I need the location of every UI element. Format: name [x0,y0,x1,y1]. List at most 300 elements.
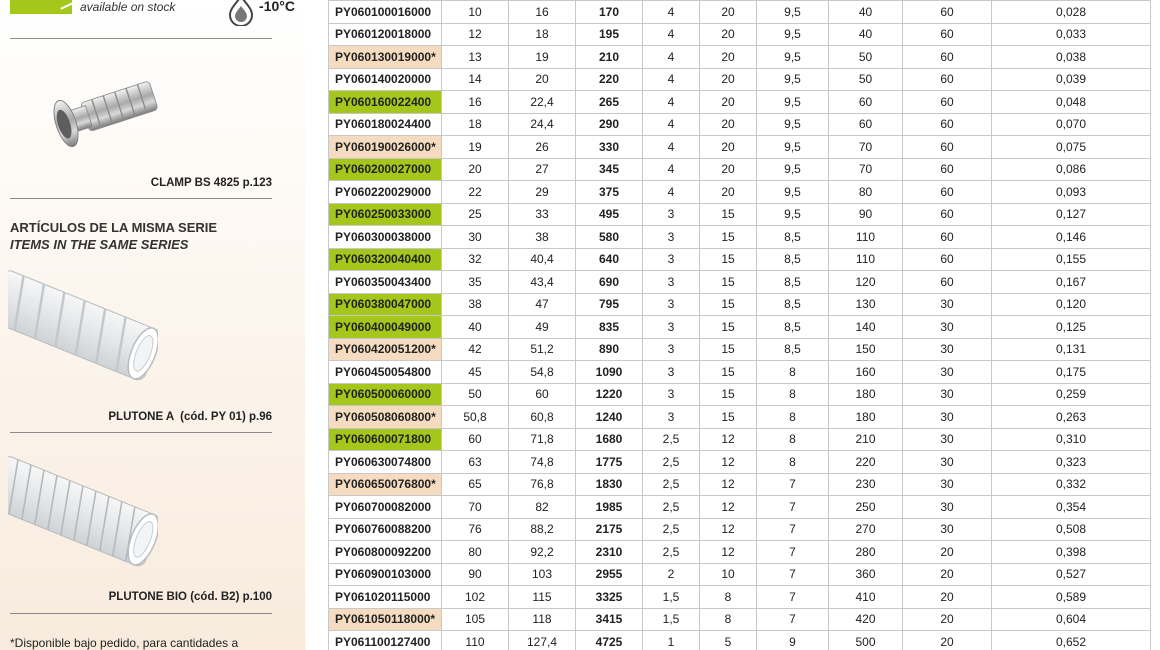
inner-diameter-cell: 42 [442,338,509,361]
vacuum-cell: 9,5 [757,46,829,69]
working-pressure-cell: 4 [643,46,700,69]
bend-radius-cell: 410 [829,586,903,609]
product-code-cell: PY060140020000 [329,68,442,91]
bend-radius-cell: 360 [829,563,903,586]
outer-diameter-cell: 49 [509,316,576,339]
working-pressure-cell: 3 [643,248,700,271]
bend-radius-cell: 270 [829,518,903,541]
inner-diameter-cell: 38 [442,293,509,316]
bend-radius-cell: 230 [829,473,903,496]
product-code-cell: PY061020115000 [329,586,442,609]
length-cell: 30 [903,338,992,361]
burst-pressure-cell: 8 [700,586,757,609]
table-row [329,158,1151,181]
plutone-a-hose-image [8,262,158,397]
burst-pressure-cell: 15 [700,338,757,361]
bend-radius-cell: 80 [829,181,903,204]
weight-cell: 1985 [576,496,643,519]
working-pressure-cell: 4 [643,1,700,24]
vacuum-cell: 9,5 [757,113,829,136]
bend-radius-cell: 140 [829,316,903,339]
table-row [329,91,1151,114]
bend-radius-cell: 40 [829,23,903,46]
vacuum-cell: 8,5 [757,226,829,249]
table-row [329,496,1151,519]
vacuum-cell: 7 [757,563,829,586]
length-cell: 60 [903,181,992,204]
inner-diameter-cell: 80 [442,541,509,564]
inner-diameter-cell: 90 [442,563,509,586]
burst-pressure-cell: 20 [700,158,757,181]
table-row [329,271,1151,294]
weight-cell: 835 [576,316,643,339]
weight-cell: 1830 [576,473,643,496]
weight-cell: 3325 [576,586,643,609]
weight-cell: 1090 [576,361,643,384]
vacuum-cell: 8 [757,451,829,474]
table-row [329,226,1151,249]
outer-diameter-cell: 33 [509,203,576,226]
weight-cell: 1220 [576,383,643,406]
table-row [329,248,1151,271]
volume-cell: 0,259 [992,383,1151,406]
working-pressure-cell: 4 [643,68,700,91]
product-table [328,0,1150,650]
product-code-cell: PY060508060800* [329,406,442,429]
product-code-cell: PY060760088200 [329,518,442,541]
inner-diameter-cell: 12 [442,23,509,46]
min-temperature-label: -10°C [259,0,295,14]
burst-pressure-cell: 20 [700,23,757,46]
working-pressure-cell: 3 [643,383,700,406]
working-pressure-cell: 3 [643,293,700,316]
divider [10,432,272,433]
inner-diameter-cell: 19 [442,136,509,159]
working-pressure-cell: 3 [643,271,700,294]
table-row [329,518,1151,541]
outer-diameter-cell: 127,4 [509,631,576,650]
vacuum-cell: 7 [757,518,829,541]
burst-pressure-cell: 12 [700,496,757,519]
availability-footnote: *Disponible bajo pedido, para cantidades a [10,636,239,650]
table-row [329,1,1151,24]
working-pressure-cell: 4 [643,113,700,136]
length-cell: 60 [903,68,992,91]
volume-cell: 0,323 [992,451,1151,474]
weight-cell: 890 [576,338,643,361]
bend-radius-cell: 60 [829,113,903,136]
bend-radius-cell: 280 [829,541,903,564]
volume-cell: 0,508 [992,518,1151,541]
working-pressure-cell: 4 [643,158,700,181]
bend-radius-cell: 150 [829,338,903,361]
length-cell: 20 [903,631,992,650]
product-code-cell: PY060120018000 [329,23,442,46]
burst-pressure-cell: 20 [700,46,757,69]
product-code-cell: PY060900103000 [329,563,442,586]
working-pressure-cell: 4 [643,181,700,204]
volume-cell: 0,038 [992,46,1151,69]
burst-pressure-cell: 15 [700,406,757,429]
weight-cell: 495 [576,203,643,226]
outer-diameter-cell: 20 [509,68,576,91]
weight-cell: 690 [576,271,643,294]
volume-cell: 0,125 [992,316,1151,339]
bend-radius-cell: 250 [829,496,903,519]
vacuum-cell: 9,5 [757,68,829,91]
weight-cell: 1775 [576,451,643,474]
burst-pressure-cell: 20 [700,91,757,114]
volume-cell: 0,028 [992,1,1151,24]
working-pressure-cell: 3 [643,316,700,339]
outer-diameter-cell: 29 [509,181,576,204]
table-row [329,113,1151,136]
bend-radius-cell: 40 [829,1,903,24]
inner-diameter-cell: 65 [442,473,509,496]
bend-radius-cell: 90 [829,203,903,226]
sidebar [0,0,305,650]
length-cell: 30 [903,316,992,339]
outer-diameter-cell: 82 [509,496,576,519]
inner-diameter-cell: 25 [442,203,509,226]
volume-cell: 0,175 [992,361,1151,384]
vacuum-cell: 9,5 [757,203,829,226]
bend-radius-cell: 160 [829,361,903,384]
outer-diameter-cell: 43,4 [509,271,576,294]
burst-pressure-cell: 12 [700,451,757,474]
length-cell: 60 [903,203,992,226]
burst-pressure-cell: 15 [700,361,757,384]
series-title [10,219,217,253]
table-row [329,428,1151,451]
weight-cell: 210 [576,46,643,69]
inner-diameter-cell: 45 [442,361,509,384]
table-row [329,338,1151,361]
weight-cell: 290 [576,113,643,136]
volume-cell: 0,039 [992,68,1151,91]
burst-pressure-cell: 15 [700,248,757,271]
weight-cell: 265 [576,91,643,114]
volume-cell: 0,527 [992,563,1151,586]
working-pressure-cell: 1,5 [643,586,700,609]
table-row [329,473,1151,496]
vacuum-cell: 8 [757,428,829,451]
vacuum-cell: 8 [757,406,829,429]
inner-diameter-cell: 20 [442,158,509,181]
product-code-cell: PY060130019000* [329,46,442,69]
working-pressure-cell: 2,5 [643,496,700,519]
weight-cell: 170 [576,1,643,24]
weight-cell: 2310 [576,541,643,564]
length-cell: 60 [903,271,992,294]
length-cell: 20 [903,541,992,564]
volume-cell: 0,033 [992,23,1151,46]
inner-diameter-cell: 50,8 [442,406,509,429]
volume-cell: 0,167 [992,271,1151,294]
volume-cell: 0,604 [992,608,1151,631]
weight-cell: 3415 [576,608,643,631]
outer-diameter-cell: 26 [509,136,576,159]
working-pressure-cell: 2,5 [643,473,700,496]
series-title-es: ARTÍCULOS DE LA MISMA SERIE [10,220,218,235]
product-code-cell: PY060250033000 [329,203,442,226]
volume-cell: 0,332 [992,473,1151,496]
working-pressure-cell: 1,5 [643,608,700,631]
vacuum-cell: 7 [757,586,829,609]
vacuum-cell: 8,5 [757,338,829,361]
volume-cell: 0,127 [992,203,1151,226]
volume-cell: 0,131 [992,338,1151,361]
volume-cell: 0,589 [992,586,1151,609]
length-cell: 30 [903,293,992,316]
table-row [329,316,1151,339]
vacuum-cell: 8 [757,383,829,406]
bend-radius-cell: 210 [829,428,903,451]
table-row [329,451,1151,474]
product-code-cell: PY060630074800 [329,451,442,474]
weight-cell: 345 [576,158,643,181]
weight-cell: 580 [576,226,643,249]
weight-cell: 220 [576,68,643,91]
outer-diameter-cell: 38 [509,226,576,249]
volume-cell: 0,146 [992,226,1151,249]
weight-cell: 2955 [576,563,643,586]
divider [10,613,272,614]
length-cell: 60 [903,136,992,159]
table-row [329,361,1151,384]
bend-radius-cell: 60 [829,91,903,114]
weight-cell: 195 [576,23,643,46]
divider [10,198,272,199]
table-row [329,608,1151,631]
burst-pressure-cell: 12 [700,428,757,451]
inner-diameter-cell: 105 [442,608,509,631]
inner-diameter-cell: 76 [442,518,509,541]
length-cell: 30 [903,496,992,519]
working-pressure-cell: 3 [643,226,700,249]
burst-pressure-cell: 15 [700,293,757,316]
outer-diameter-cell: 92,2 [509,541,576,564]
product-code-cell: PY060400049000 [329,316,442,339]
clamp-caption: CLAMP BS 4825 p.123 [150,177,272,189]
table-row [329,136,1151,159]
burst-pressure-cell: 15 [700,271,757,294]
length-cell: 20 [903,563,992,586]
length-cell: 30 [903,406,992,429]
vacuum-cell: 7 [757,496,829,519]
working-pressure-cell: 1 [643,631,700,650]
inner-diameter-cell: 50 [442,383,509,406]
product-code-cell: PY061100127400 [329,631,442,650]
stock-legend-label: available on stock [80,0,176,14]
outer-diameter-cell: 27 [509,158,576,181]
outer-diameter-cell: 60,8 [509,406,576,429]
table-row [329,68,1151,91]
working-pressure-cell: 4 [643,23,700,46]
inner-diameter-cell: 40 [442,316,509,339]
working-pressure-cell: 4 [643,91,700,114]
product-code-cell: PY061050118000* [329,608,442,631]
inner-diameter-cell: 110 [442,631,509,650]
working-pressure-cell: 3 [643,203,700,226]
weight-cell: 330 [576,136,643,159]
length-cell: 30 [903,361,992,384]
product-code-cell: PY060160022400 [329,91,442,114]
length-cell: 30 [903,518,992,541]
volume-cell: 0,120 [992,293,1151,316]
vacuum-cell: 9,5 [757,136,829,159]
outer-diameter-cell: 40,4 [509,248,576,271]
outer-diameter-cell: 18 [509,23,576,46]
series-title-en: ITEMS IN THE SAME SERIES [10,237,189,252]
outer-diameter-cell: 22,4 [509,91,576,114]
volume-cell: 0,048 [992,91,1151,114]
outer-diameter-cell: 74,8 [509,451,576,474]
burst-pressure-cell: 12 [700,541,757,564]
product-code-cell: PY060420051200* [329,338,442,361]
volume-cell: 0,155 [992,248,1151,271]
plutone-bio-caption: PLUTONE BIO (cód. B2) p.100 [108,591,272,603]
outer-diameter-cell: 24,4 [509,113,576,136]
working-pressure-cell: 2,5 [643,518,700,541]
product-code-cell: PY060350043400 [329,271,442,294]
burst-pressure-cell: 12 [700,473,757,496]
burst-pressure-cell: 20 [700,136,757,159]
inner-diameter-cell: 63 [442,451,509,474]
inner-diameter-cell: 22 [442,181,509,204]
outer-diameter-cell: 60 [509,383,576,406]
volume-cell: 0,093 [992,181,1151,204]
volume-cell: 0,070 [992,113,1151,136]
weight-cell: 1680 [576,428,643,451]
outer-diameter-cell: 51,2 [509,338,576,361]
working-pressure-cell: 3 [643,406,700,429]
table-row [329,563,1151,586]
product-code-cell: PY060450054800 [329,361,442,384]
vacuum-cell: 8,5 [757,316,829,339]
working-pressure-cell: 2,5 [643,451,700,474]
length-cell: 20 [903,608,992,631]
burst-pressure-cell: 12 [700,518,757,541]
burst-pressure-cell: 15 [700,383,757,406]
working-pressure-cell: 2 [643,563,700,586]
length-cell: 30 [903,473,992,496]
vacuum-cell: 8,5 [757,248,829,271]
length-cell: 60 [903,226,992,249]
length-cell: 60 [903,23,992,46]
inner-diameter-cell: 16 [442,91,509,114]
burst-pressure-cell: 15 [700,203,757,226]
length-cell: 60 [903,1,992,24]
burst-pressure-cell: 8 [700,608,757,631]
burst-pressure-cell: 5 [700,631,757,650]
length-cell: 60 [903,91,992,114]
bend-radius-cell: 50 [829,46,903,69]
inner-diameter-cell: 14 [442,68,509,91]
vacuum-cell: 9,5 [757,158,829,181]
outer-diameter-cell: 76,8 [509,473,576,496]
weight-cell: 2175 [576,518,643,541]
inner-diameter-cell: 30 [442,226,509,249]
inner-diameter-cell: 35 [442,271,509,294]
length-cell: 30 [903,383,992,406]
outer-diameter-cell: 54,8 [509,361,576,384]
table-row [329,406,1151,429]
burst-pressure-cell: 20 [700,181,757,204]
bend-radius-cell: 70 [829,136,903,159]
inner-diameter-cell: 10 [442,1,509,24]
vacuum-cell: 9,5 [757,1,829,24]
vacuum-cell: 9 [757,631,829,650]
clamp-fitting-image [45,68,165,160]
volume-cell: 0,086 [992,158,1151,181]
vacuum-cell: 8,5 [757,271,829,294]
vacuum-cell: 7 [757,541,829,564]
table-row [329,181,1151,204]
bend-radius-cell: 500 [829,631,903,650]
bend-radius-cell: 110 [829,248,903,271]
weight-cell: 375 [576,181,643,204]
outer-diameter-cell: 88,2 [509,518,576,541]
product-code-cell: PY060220029000 [329,181,442,204]
working-pressure-cell: 4 [643,136,700,159]
bend-radius-cell: 110 [829,226,903,249]
bend-radius-cell: 220 [829,451,903,474]
volume-cell: 0,652 [992,631,1151,650]
table-row [329,541,1151,564]
weight-cell: 1240 [576,406,643,429]
volume-cell: 0,263 [992,406,1151,429]
vacuum-cell: 7 [757,608,829,631]
table-row [329,383,1151,406]
burst-pressure-cell: 20 [700,1,757,24]
table-row [329,23,1151,46]
vacuum-cell: 9,5 [757,181,829,204]
volume-cell: 0,398 [992,541,1151,564]
working-pressure-cell: 2,5 [643,541,700,564]
product-code-cell: PY060200027000 [329,158,442,181]
bend-radius-cell: 50 [829,68,903,91]
product-code-cell: PY060800092200 [329,541,442,564]
bend-radius-cell: 420 [829,608,903,631]
burst-pressure-cell: 10 [700,563,757,586]
volume-cell: 0,075 [992,136,1151,159]
working-pressure-cell: 3 [643,361,700,384]
table-row [329,46,1151,69]
outer-diameter-cell: 118 [509,608,576,631]
vacuum-cell: 7 [757,473,829,496]
outer-diameter-cell: 103 [509,563,576,586]
vacuum-cell: 8,5 [757,293,829,316]
inner-diameter-cell: 102 [442,586,509,609]
vacuum-cell: 9,5 [757,23,829,46]
product-code-cell: PY060380047000 [329,293,442,316]
volume-cell: 0,310 [992,428,1151,451]
product-code-cell: PY060100016000 [329,1,442,24]
length-cell: 30 [903,428,992,451]
plutone-a-caption: PLUTONE A (cód. PY 01) p.96 [108,411,272,423]
outer-diameter-cell: 115 [509,586,576,609]
length-cell: 60 [903,113,992,136]
length-cell: 20 [903,586,992,609]
divider [10,38,272,39]
inner-diameter-cell: 60 [442,428,509,451]
outer-diameter-cell: 71,8 [509,428,576,451]
inner-diameter-cell: 13 [442,46,509,69]
vacuum-cell: 8 [757,361,829,384]
plutone-bio-hose-image [8,448,158,583]
length-cell: 60 [903,46,992,69]
